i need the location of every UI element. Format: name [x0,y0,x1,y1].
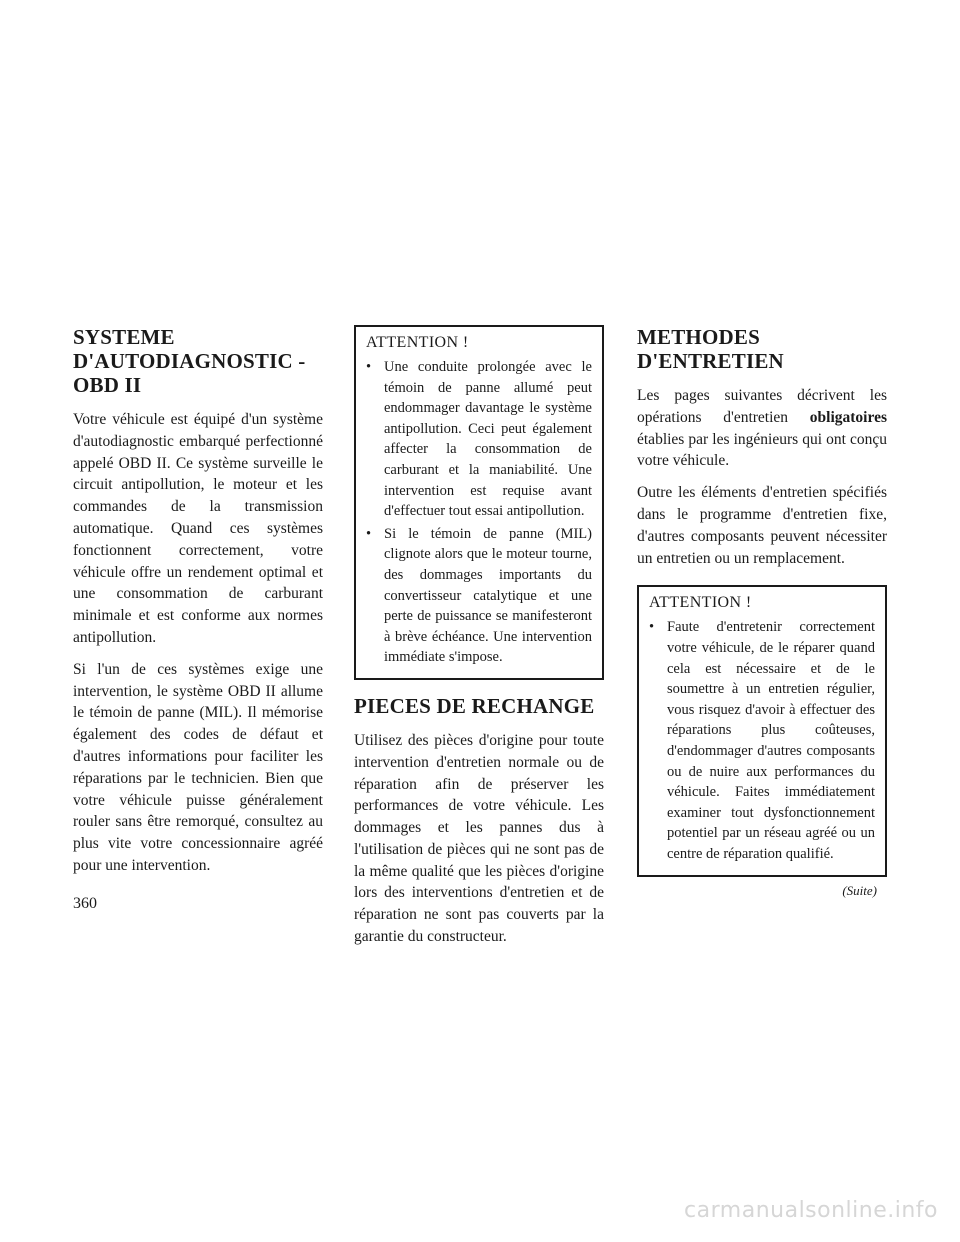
bold-text: obligatoires [809,408,887,426]
section-heading-methodes [637,325,887,373]
paragraph: Outre les éléments d'entretien spécifiés dans le programme d'entretien fixe, d'autres composants peuvent nécessiter un entretien ou un remplacement. [637,484,887,567]
heading-line: D'ENTRETIEN [637,349,784,373]
warning-item-text: Faute d'entretenir correctement votre véhicule, de le réparer quand cela est nécessaire et de le soumettre à un entretien régulier, vous risquez d'avoir à effectuer des réparations plus coûteuses, d'endommager d'autres composants ou de nuire aux performances du véhicule. Faites immédiatement examiner tout dysfonctionnement potentiel par un réseau agréé ou un centre de réparation qualifié. [667,619,875,862]
paragraph [637,385,887,472]
warning-list [649,617,875,864]
column-2 [354,325,604,958]
bullet-icon: • [366,525,372,542]
watermark: carmanualsonline.info [684,1198,938,1223]
warning-item-text: Si le témoin de panne (MIL) clignote alors que le moteur tourne, des dommages importants du convertisseur catalytique et une perte de puissance se manifesteront à brève échéance. Une intervention immédiate s'impose. [384,525,592,666]
bullet-icon: • [366,359,372,375]
paragraph: Utilisez des pièces d'origine pour toute intervention d'entretien normale ou de réparation afin de préserver les performances de votre véhicule. Les dommages et les pannes dus à l'utilisation de pièces qui ne sont pas de la même qualité que les pièces d'origine lors des interventions d'entretien et de réparation ne sont pas couverts par la garantie du constructeur. [354,731,604,946]
warning-item [366,357,592,522]
heading-line: SYSTEME [73,325,175,349]
warning-item [366,524,592,668]
warning-title: ATTENTION ! [649,594,752,612]
warning-title: ATTENTION ! [366,334,469,351]
paragraph: Votre véhicule est équipé d'un système d'autodiagnostic embarqué perfectionné appelé OBD II. Ce système surveille le circuit antipollution, le moteur et les commandes de la transmission automatique. Quand ces systèmes fonctionnent correctement, votre véhicule offre un rendement optimal et une consommation de carburant minimale et est conforme aux normes antipollution. [73,411,323,646]
continued-label: (Suite) [842,882,877,898]
heading-line: OBD II [73,373,142,397]
warning-item [649,617,875,864]
warning-item-text: Une conduite prolongée avec le témoin de panne allumé peut endommager davantage le système antipollution. Ceci peut également affecter la consommation de carburant et la maniabilité. Une intervention est requise avant d'effectuer tout essai antipollution. [384,359,592,520]
column-3 [637,325,887,899]
heading-line: D'AUTODIAGNOSTIC - [73,349,306,373]
warning-box [354,325,604,680]
warning-box [637,585,887,876]
heading-line: METHODES [637,325,760,349]
paragraph: Si l'un de ces systèmes exige une intervention, le système OBD II allume le témoin de panne (MIL). Il mémorise également des codes de défaut et d'autres informations pour faciliter les réparations par le technicien. Bien que votre véhicule puisse généralement rouler sans être remorqué, consultez au plus vite votre concessionnaire agréé pour une intervention. [73,660,323,874]
section-heading-obd [73,325,323,397]
text-span: Les pages suivantes décrivent les opérations d'entretien [637,387,887,426]
bullet-icon: • [649,619,655,636]
text-span: établies par les ingénieurs qui ont conçu votre véhicule. [637,430,887,470]
warning-list [366,357,592,668]
section-heading-pieces: PIECES DE RECHANGE [354,693,595,718]
page-number: 360 [73,895,97,912]
column-1 [73,325,323,887]
